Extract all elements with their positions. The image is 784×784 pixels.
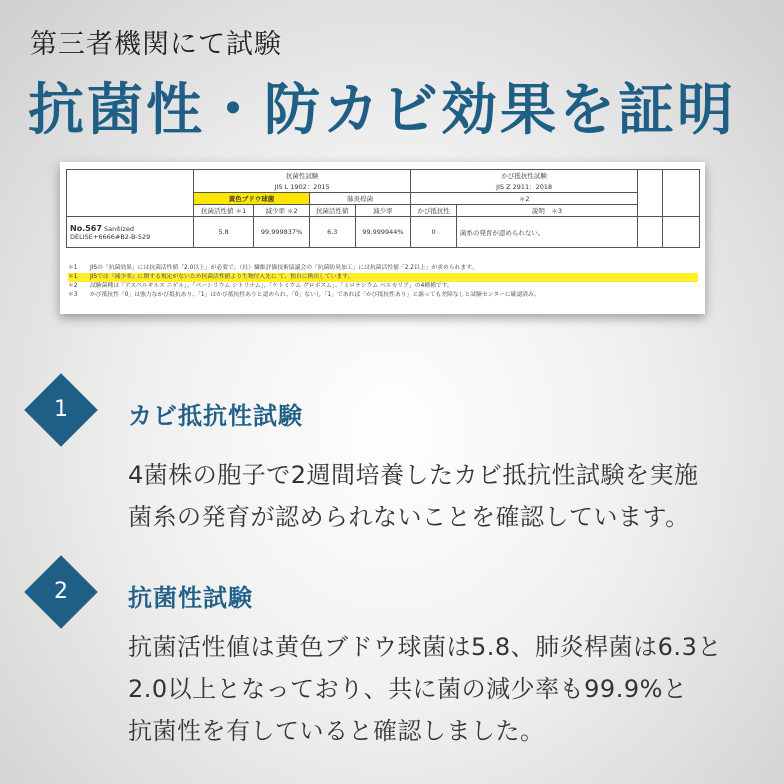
col-reduction-2: 減少率 ＊2	[254, 205, 310, 217]
report-note: ＊2 試験菌種は「アスペルギルス ニゲル」、「ペーシリウム シトリナム」、「ケトミウム グロボスム」、「ミロテシウム ベルカリア」の4種種です。	[68, 283, 453, 289]
pneumonia-reduction: 99.999944%	[355, 217, 411, 248]
page-subtitle: 第三者機関にて試験	[30, 29, 282, 60]
staph-reduction: 99.999837%	[254, 217, 310, 248]
test-report-table	[66, 169, 700, 248]
antibacterial-standard: JIS L 1902：2015	[194, 181, 411, 193]
staph-label: 黄色ブドウ球菌	[194, 193, 310, 205]
test-report-image	[60, 162, 705, 314]
antifungal-header: かび抵抗性試験	[411, 170, 638, 182]
section-1-number: 1	[54, 397, 68, 422]
section-2-line: 抗菌活性値は黄色ブドウ球菌は5.8、肺炎桿菌は6.3と	[128, 633, 722, 661]
section-2-heading: 抗菌性試験	[128, 584, 253, 612]
report-empty-cell	[67, 170, 194, 217]
section-2-line: 2.0以上となっており、共に菌の減少率も99.9%と	[128, 675, 688, 703]
section-2-number: 2	[54, 579, 68, 604]
sample-code: DELISE+6666#B2-B-529	[70, 232, 151, 241]
staph-activity: 5.8	[194, 217, 254, 248]
section-1-body	[128, 454, 768, 538]
pneumonia-label: 肺炎桿菌	[309, 193, 410, 205]
col-resistance: かび抵抗性	[411, 205, 457, 217]
section-1-line: 4菌株の胞子で2週間培養したカビ抵抗性試験を実施	[128, 461, 699, 489]
pneumonia-activity: 6.3	[309, 217, 355, 248]
col-activity-1: 抗菌活性値 ＊1	[194, 205, 254, 217]
antifungal-standard: JIS Z 2911：2018	[411, 181, 638, 193]
section-2-line: 抗菌性を有していると確認しました。	[128, 717, 545, 745]
sample-no: No.567	[70, 223, 102, 233]
report-note: ＊3 かび抵抗性「0」は強力なかび抵抗あり、「1」はかび抵抗性ありと認められ、「0」ないし「1」であれば「かび抵抗性あり」と謳っても差障なしと試験センターに確認済み。	[68, 292, 540, 298]
antifungal-note-mark: ＊2	[411, 193, 638, 205]
report-note: ＊1 JISの「抗菌効果」には抗菌活性値「2.0以上」が必要で、（社）繊維評価技術協議会の「抗菌防臭加工」には抗菌活性値「2.2以上」が求められます。	[68, 265, 478, 271]
col-reduction: 減少率	[355, 205, 411, 217]
description: 菌糸の発育が認められない。	[456, 217, 637, 248]
sample-brand: Sanitized	[104, 224, 134, 233]
report-note-highlighted: ＊1 JISでは『減少率』に関する規定がないため抗菌活性値より生物付入先に て、独自に換出しています。	[68, 273, 698, 282]
report-notes	[68, 264, 698, 300]
antibacterial-header: 抗菌性試験	[194, 170, 411, 182]
sample-cell	[67, 217, 194, 248]
resistance-value: 0	[411, 217, 457, 248]
section-2-body	[128, 626, 768, 752]
col-description: 説明 ＊3	[456, 205, 637, 217]
section-1-line: 菌糸の発育が認められないことを確認しています。	[128, 503, 690, 531]
col-activity: 抗菌活性値	[309, 205, 355, 217]
section-1-heading: カビ抵抗性試験	[128, 402, 303, 430]
page-title: 抗菌性・防カビ効果を証明	[28, 78, 736, 143]
